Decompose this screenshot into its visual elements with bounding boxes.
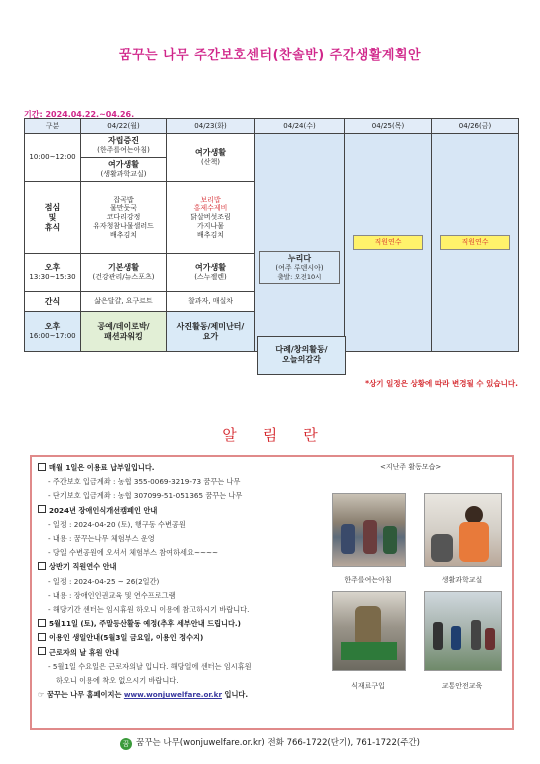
photo-1: [332, 493, 406, 567]
notice-item: 근로자의 날 휴원 안내: [38, 646, 358, 660]
wed-late: 다례/창의활동/ 오늘의감각: [257, 336, 346, 375]
notice-item: 매월 1일은 이용료 납부일입니다.: [38, 461, 358, 475]
checkbox-icon: [38, 619, 46, 627]
header-tue: 04/23(화): [167, 119, 255, 134]
notice-item: 2024년 장애인식개선캠페인 안내: [38, 504, 358, 518]
homepage-line: ☞ 꿈꾸는 나무 홈페이지는 www.wonjuwelfare.or.kr 입니다.: [38, 690, 249, 700]
photo-caption-4: 교통안전교육: [441, 682, 483, 690]
notice-item: 이용인 생일안내(5월3일 금요일, 이용인 정수지): [38, 631, 358, 645]
mon-lunch: 잡곡밥 물만둣국 코다리강정 유자청참나물샐러드 배추김치: [81, 182, 167, 254]
mon-am1: 자립증진 (한주를여는아침): [81, 134, 167, 158]
checkbox-icon: [38, 633, 46, 641]
row-label-lunch: 점심 및 휴식: [25, 182, 81, 254]
homepage-link[interactable]: www.wonjuwelfare.or.kr: [123, 690, 222, 700]
mon-am2: 여가생활 (생활과학교실): [81, 158, 167, 182]
schedule-note: *상기 일정은 상황에 따라 변경될 수 있습니다.: [365, 379, 518, 388]
mon-late: 공예/데이로박/ 패션과워킹: [81, 312, 167, 352]
tue-snack: 찰과자, 매실차: [167, 292, 255, 312]
header-row: [25, 119, 519, 134]
header-fri: 04/26(금): [432, 119, 519, 134]
footer: [0, 736, 540, 750]
period-label: 기간: 2024.04.22.~04.26.: [24, 110, 135, 119]
header-thu: 04/25(목): [345, 119, 432, 134]
photo-4: [424, 591, 502, 671]
tue-lunch: 보리밥 홍제수제비 닭살버섯조림 가지나물 배추김치: [167, 182, 255, 254]
footer-text: 꿈꾸는 나무(wonjuwelfare.or.kr) 전화 766-1722(단기), 761-1722(주간): [136, 738, 420, 748]
checkbox-icon: [38, 505, 46, 513]
checkbox-icon: [38, 647, 46, 655]
weekly-schedule-table: [24, 118, 519, 352]
notice-item: 5월11일 (토), 주말등산활동 예정(추후 세부안내 드립니다.): [38, 617, 358, 631]
photo-caption-2: 생활과학교실: [441, 576, 483, 584]
row-label-snack: 간식: [25, 292, 81, 312]
fri-training: 직원연수: [432, 134, 519, 352]
row-label-afternoon: 오후 13:30~15:30: [25, 254, 81, 292]
notice-list: 매월 1일은 이용료 납부일입니다. - 주간보호 입금계좌 : 농협 355-0069-3219-73 꿈꾸는 나무 - 단기보호 입금계좌 : 농협 307099-51-051365 꿈꾸는 나무 2024년 장애인식개선캠페인 안내 - 일정 : 2024-04-20 (토), 행구동 수변공원 - 내용 : 꿈꾸는나무 체험부스 운영 - 당일 수변공원에 오셔서 체험부스 참여하세요~~~~ 상반기 직원연수 안내 - 일정 : 2024-04-25 ~ 26(2일간) - 내용 : 장애인인권교육 및 연수프로그램 - 해당기간 센터는 임시휴원 하오니 이용에 참고하시기 바랍니다. 5월11일 (토), 주말등산활동 예정(추후 세부안내 드립니다.) 이용인 생일안내(5월3일 금요일, 이용인 정수지) 근로자의 날 휴원 안내 - 5월1일 수요일은 근로자의날 입니다. 해당일에 센터는 임시휴원 하오니 이용에 착오 없으시기 바랍니다. ☞ 꿈꾸는 나무 홈페이지는 www.wonjuwelfare.or.kr 입니다.: [38, 461, 358, 702]
mon-pm: 기본생활 (건강관리/뉴스포츠): [81, 254, 167, 292]
photo-caption-3: 식재료구입: [351, 682, 385, 690]
checkbox-icon: [38, 562, 46, 570]
photo-2: [424, 493, 502, 567]
header-mon: 04/22(월): [81, 119, 167, 134]
tue-pm: 여가생활 (스누젤렌): [167, 254, 255, 292]
checkbox-icon: [38, 463, 46, 471]
tue-am: 여가생활 (산책): [167, 134, 255, 182]
photo-caption-1: 한주를여는아침: [344, 576, 392, 584]
header-wed: 04/24(수): [255, 119, 345, 134]
notice-heading: 알림란: [222, 426, 344, 444]
row-label-late: 오후 16:00~17:00: [25, 312, 81, 352]
row-label-morning: 10:00~12:00: [25, 134, 81, 182]
wed-trip: 누리다 (여주 루덴시아) 출발: 오전10시: [255, 134, 345, 352]
tue-late: 사진활동/제미난터/ 요가: [167, 312, 255, 352]
mon-snack: 삶은달걀, 요구르트: [81, 292, 167, 312]
header-category: 구분: [25, 119, 81, 134]
thu-training: 직원연수: [345, 134, 432, 352]
photos-caption: <지난주 활동모습>: [380, 463, 442, 471]
notice-item: 상반기 직원연수 안내: [38, 560, 358, 574]
tree-logo-icon: 꿈: [120, 738, 132, 750]
photo-3: [332, 591, 406, 671]
notice-box: [30, 455, 514, 730]
page-title: 꿈꾸는 나무 주간보호센터(찬솔반) 주간생활계획안: [118, 48, 422, 63]
